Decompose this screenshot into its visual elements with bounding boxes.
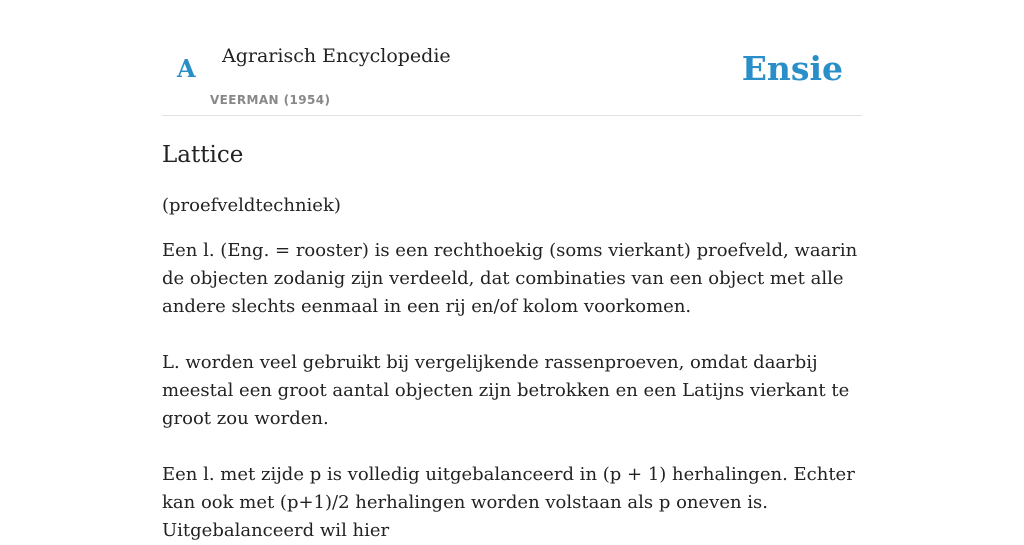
page [162, 0, 862, 545]
article-subject: (proefveldtechniek) [162, 195, 341, 216]
ensie-logo[interactable]: Ensie [741, 49, 843, 88]
encyclopedia-title-link[interactable]: Agrarisch Encyclopedie [222, 45, 451, 67]
header [162, 0, 862, 116]
article-title: Lattice [162, 142, 244, 168]
article-paragraph: Een l. (Eng. = rooster) is een rechthoekig (soms vierkant) proefveld, waarin de objecten zodanig zijn verdeeld, dat combinaties van een object met alle andere slechts eenmaal in een rij en/of kolom voorkomen. [162, 240, 858, 317]
author-label: VEERMAN (1954) [210, 93, 331, 107]
article [162, 116, 862, 545]
article-paragraph: Een l. met zijde p is volledig uitgebalanceerd in (p + 1) herhalingen. Echter kan ook met (p+1)/2 herhalingen worden volstaan als p oneven is. Uitgebalanceerd wil hier [162, 464, 855, 541]
letter-index-link[interactable]: A [177, 54, 196, 83]
article-paragraph: L. worden veel gebruikt bij vergelijkende rassenproeven, omdat daarbij meestal een groot aantal objecten zijn betrokken en een Latijns vierkant te groot zou worden. [162, 352, 850, 429]
